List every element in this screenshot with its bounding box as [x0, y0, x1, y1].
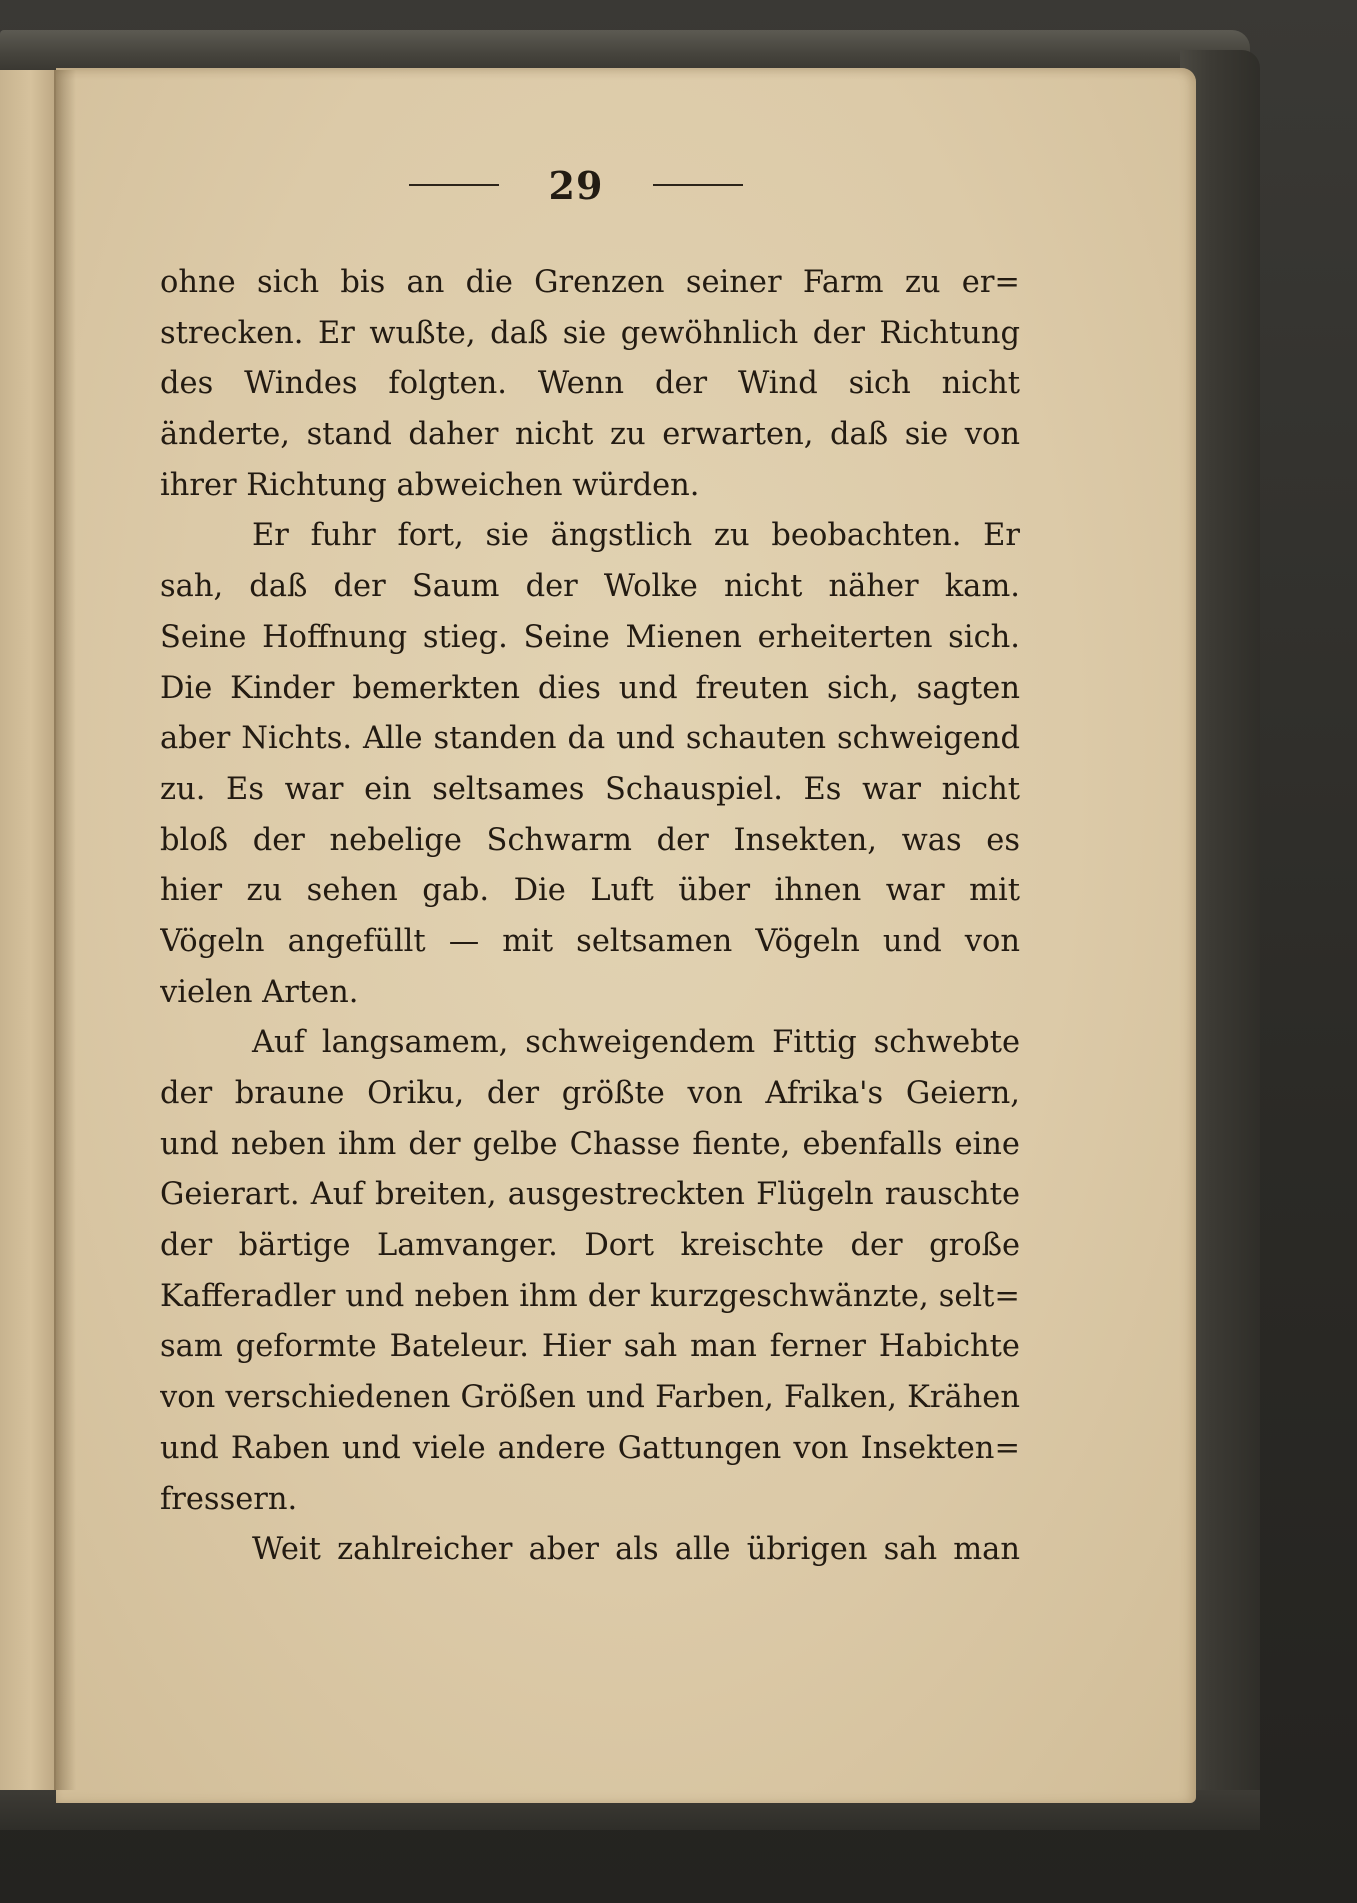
text-line: vielen Arten. [160, 974, 359, 1010]
text-line: Kafferadler und neben ihm der kurzgeschwänzte, selt= [160, 1278, 1020, 1314]
text-line: änderte, stand daher nicht zu erwarten, daß sie von [160, 417, 1020, 453]
page-header [56, 160, 1096, 210]
text-line: Seine Hoffnung stieg. Seine Mienen erheiterten sich. [160, 619, 1020, 655]
text-line: sam geformte Bateleur. Hier sah man ferner Habichte [160, 1329, 1020, 1365]
text-line: Vögeln angefüllt — mit seltsamen Vögeln und von [160, 923, 1020, 959]
text-line: sah, daß der Saum der Wolke nicht näher kam. [160, 569, 1020, 605]
text-line: Geierart. Auf breiten, ausgestreckten Flügeln rauschte [160, 1177, 1020, 1213]
text-line: und neben ihm der gelbe Chasse fiente, ebenfalls eine [160, 1126, 1020, 1162]
text-line: von verschiedenen Größen und Farben, Falken, Krähen [160, 1380, 1020, 1416]
page-body-text [160, 258, 1020, 1576]
text-line: Die Kinder bemerkten dies und freuten sich, sagten [160, 670, 1020, 706]
previous-page-edge [0, 70, 58, 1790]
text-line: des Windes folgten. Wenn der Wind sich nicht [160, 366, 1020, 402]
text-line: hier zu sehen gab. Die Luft über ihnen war mit [160, 873, 1020, 909]
text-line: und Raben und viele andere Gattungen von Insekten= [160, 1430, 1020, 1466]
text-line: Er fuhr fort, sie ängstlich zu beobachten. Er [252, 518, 1020, 554]
text-line: strecken. Er wußte, daß sie gewöhnlich der Richtung [160, 315, 1020, 351]
text-line: aber Nichts. Alle standen da und schauten schweigend [160, 721, 1020, 757]
header-rule-left [409, 184, 499, 186]
text-line: ohne sich bis an die Grenzen seiner Farm zu er= [160, 265, 1020, 300]
page-gutter-shadow [54, 70, 76, 1790]
text-line: der braune Oriku, der größte von Afrika's Geiern, [160, 1076, 1020, 1111]
page-number: 29 [548, 162, 604, 208]
header-rule-right [653, 184, 743, 186]
text-line: der bärtige Lamvanger. Dort kreischte der große [160, 1228, 1020, 1264]
text-line: ihrer Richtung abweichen würden. [160, 467, 700, 503]
book-cover-top-edge [0, 30, 1250, 70]
text-line: zu. Es war ein seltsames Schauspiel. Es war nicht [160, 771, 1020, 807]
text-line: Weit zahlreicher aber als alle übrigen sah man [252, 1532, 1020, 1568]
text-line: bloß der nebelige Schwarm der Insekten, was es [160, 822, 1020, 858]
text-line: fressern. [160, 1481, 298, 1517]
text-line: Auf langsamem, schweigendem Fittig schwebte [252, 1025, 1020, 1061]
